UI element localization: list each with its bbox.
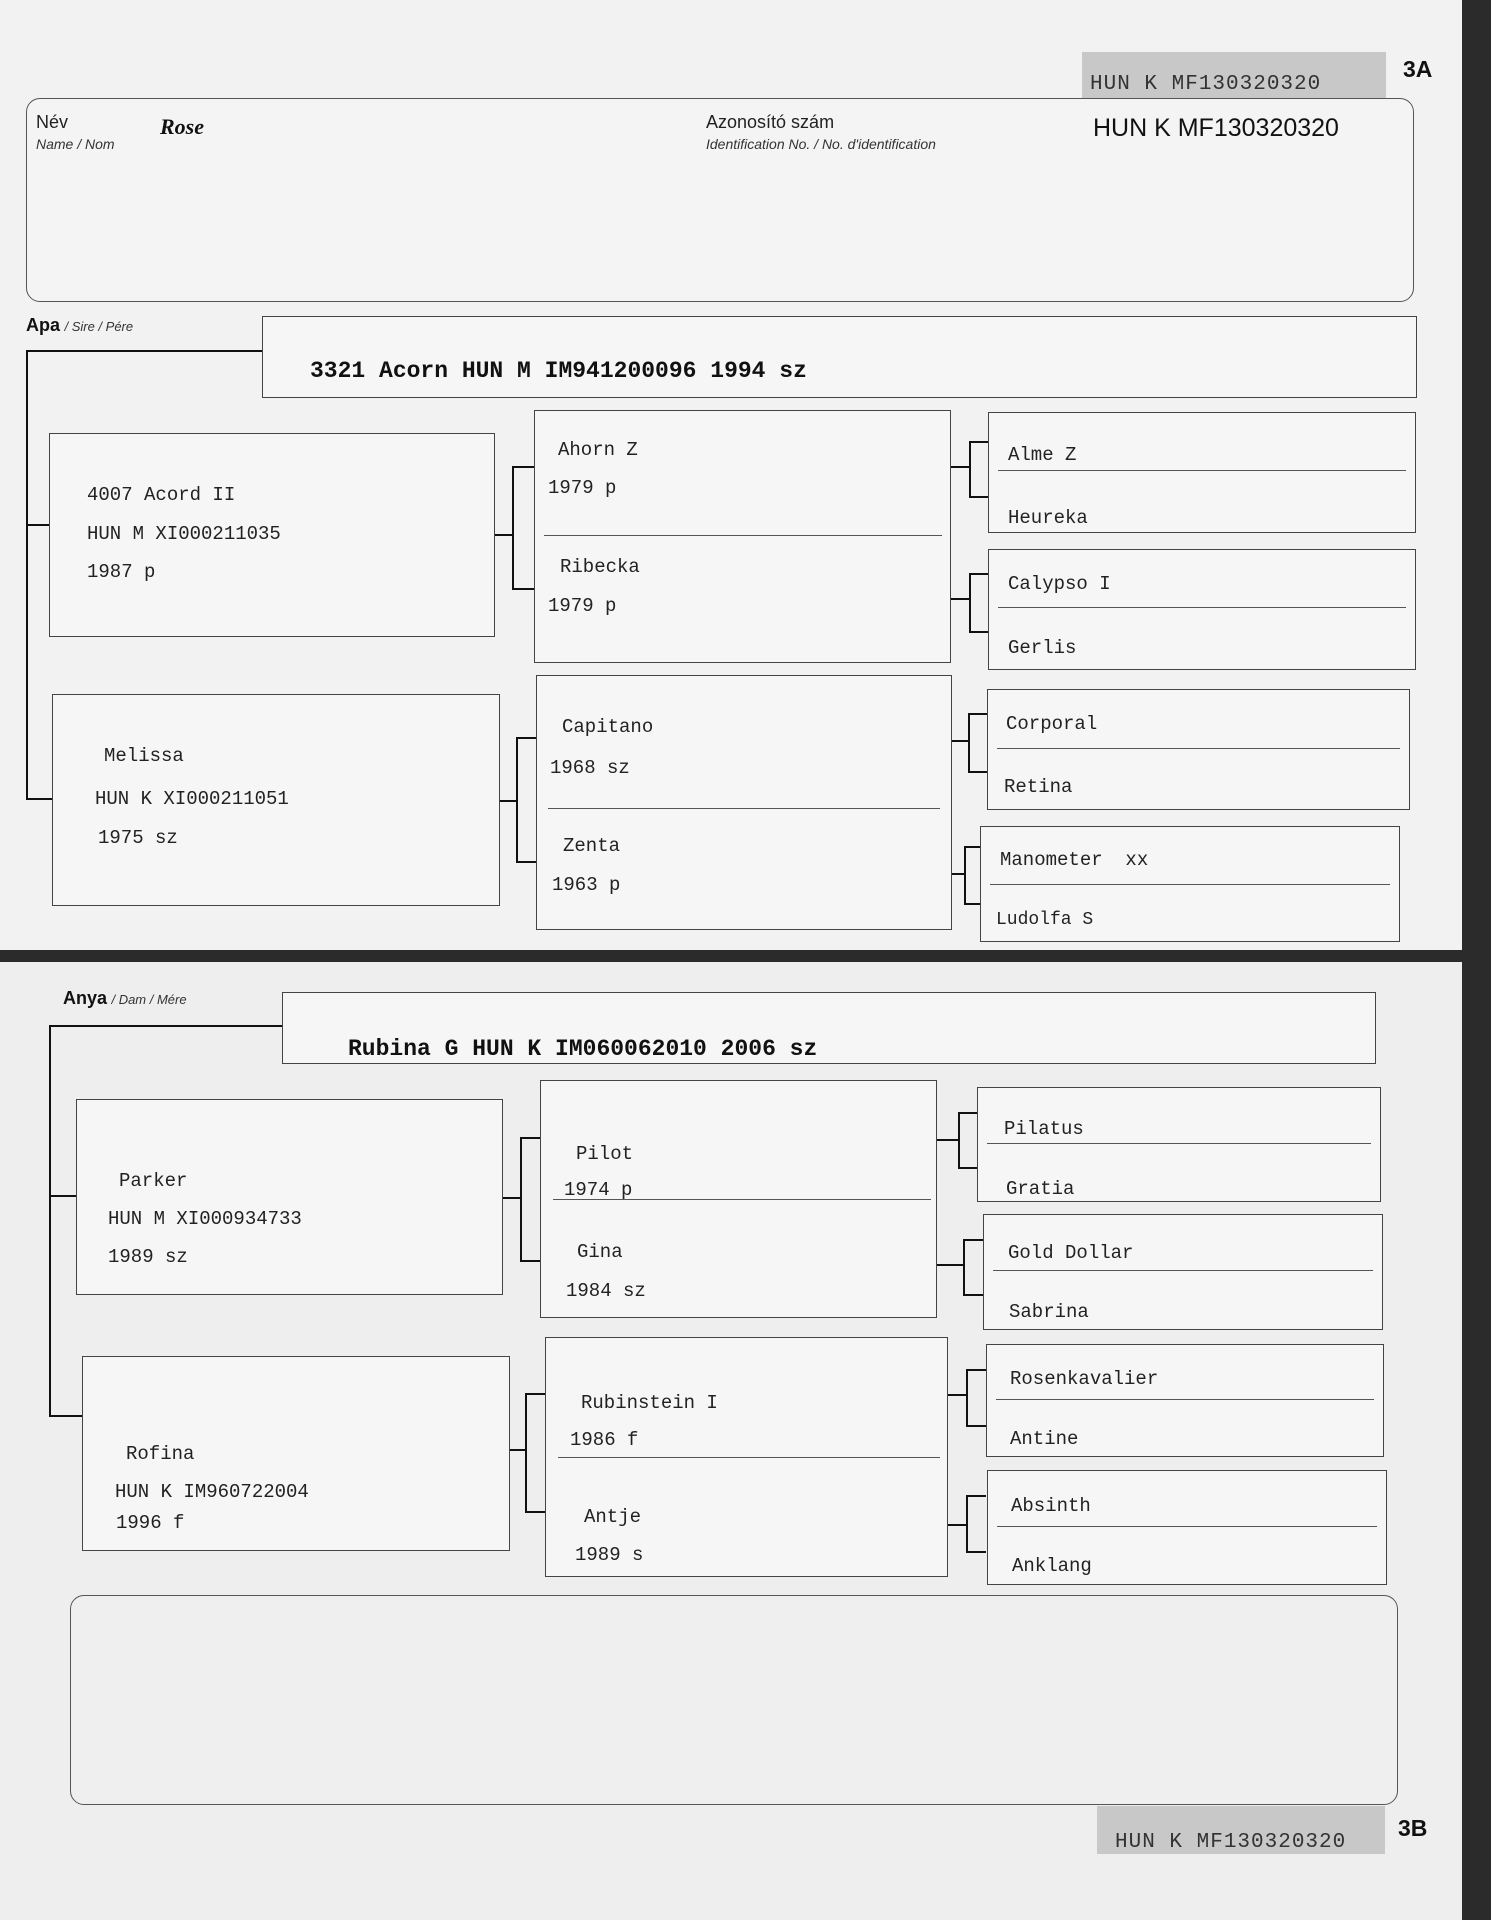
name-label: Név	[36, 112, 69, 132]
page-number: 3B	[1398, 1815, 1428, 1841]
parent-year: 1975 sz	[98, 827, 178, 849]
great-grandparent-name: Calypso I	[1008, 573, 1111, 595]
grandparent-year: 1984 sz	[566, 1280, 646, 1302]
parent-id: HUN K IM960722004	[115, 1481, 309, 1503]
grandparent-name: Antje	[584, 1506, 642, 1528]
grandparent-name: Gina	[577, 1241, 623, 1263]
great-grandparent-name: Absinth	[1011, 1495, 1091, 1517]
grandparent-name: Pilot	[576, 1143, 634, 1165]
sire-box	[262, 316, 1417, 398]
great-grandparent-name: Manometer xx	[1000, 849, 1149, 871]
page-number: 3A	[1403, 56, 1433, 82]
great-grandparent-name: Alme Z	[1008, 444, 1077, 466]
passport-page-3b	[0, 962, 1462, 1920]
id-sublabel: Identification No. / No. d'identification	[706, 136, 936, 152]
grandparent-year: 1968 sz	[550, 757, 630, 779]
grandparent-year: 1986 f	[570, 1429, 639, 1451]
parent-id: HUN K XI000211051	[95, 788, 289, 810]
great-grandparent-name: Sabrina	[1009, 1301, 1089, 1323]
grandparent-year: 1979 p	[548, 477, 617, 499]
parent-name: 4007 Acord II	[87, 484, 236, 506]
grandparent-year: 1974 p	[564, 1179, 633, 1201]
grandparent-year: 1963 p	[552, 874, 621, 896]
great-grandparent-name: Anklang	[1012, 1555, 1092, 1577]
grandparent-name: Rubinstein I	[581, 1392, 718, 1414]
sire-text: 3321 Acorn HUN M IM941200096 1994 sz	[310, 358, 807, 384]
great-grandparent-name: Ludolfa S	[996, 910, 1094, 930]
great-grandparent-name: Heureka	[1008, 507, 1088, 529]
grandparent-name: Capitano	[562, 716, 654, 738]
great-grandparent-name: Gerlis	[1008, 637, 1077, 659]
id-number: HUN K MF130320320	[1093, 114, 1339, 142]
great-grandparent-name: Gratia	[1006, 1178, 1075, 1200]
grandparent-year: 1989 s	[575, 1544, 644, 1566]
horse-name: Rose	[160, 114, 204, 139]
parent-id: HUN M XI000934733	[108, 1208, 302, 1230]
dam-section-label: Anya / Dam / Mére	[63, 988, 187, 1008]
id-tag-text: HUN K MF130320320	[1090, 73, 1322, 96]
grandparent-name: Ribecka	[560, 556, 640, 578]
great-grandparent-name: Retina	[1004, 776, 1073, 798]
dam-text: Rubina G HUN K IM060062010 2006 sz	[348, 1036, 818, 1062]
sire-section-label: Apa / Sire / Pére	[26, 315, 134, 335]
parent-id: HUN M XI000211035	[87, 523, 281, 545]
grandparent-year: 1979 p	[548, 595, 617, 617]
parent-name: Parker	[119, 1170, 188, 1192]
great-grandparent-name: Pilatus	[1004, 1118, 1084, 1140]
grandparent-name: Ahorn Z	[558, 439, 638, 461]
id-label: Azonosító szám	[706, 112, 835, 132]
passport-page-3a	[0, 0, 1462, 950]
parent-year: 1989 sz	[108, 1246, 188, 1268]
remarks-box	[70, 1595, 1398, 1805]
great-grandparent-name: Corporal	[1006, 713, 1098, 735]
great-grandparent-name: Antine	[1010, 1428, 1079, 1450]
id-tag-text: HUN K MF130320320	[1115, 1831, 1347, 1854]
great-grandparent-name: Rosenkavalier	[1010, 1368, 1159, 1390]
grandparent-name: Zenta	[563, 835, 621, 857]
great-grandparent-name: Gold Dollar	[1008, 1242, 1134, 1264]
parent-name: Melissa	[104, 745, 184, 767]
parent-year: 1987 p	[87, 561, 156, 583]
parent-year: 1996 f	[116, 1512, 185, 1534]
parent-name: Rofina	[126, 1443, 195, 1465]
name-sublabel: Name / Nom	[36, 136, 115, 152]
